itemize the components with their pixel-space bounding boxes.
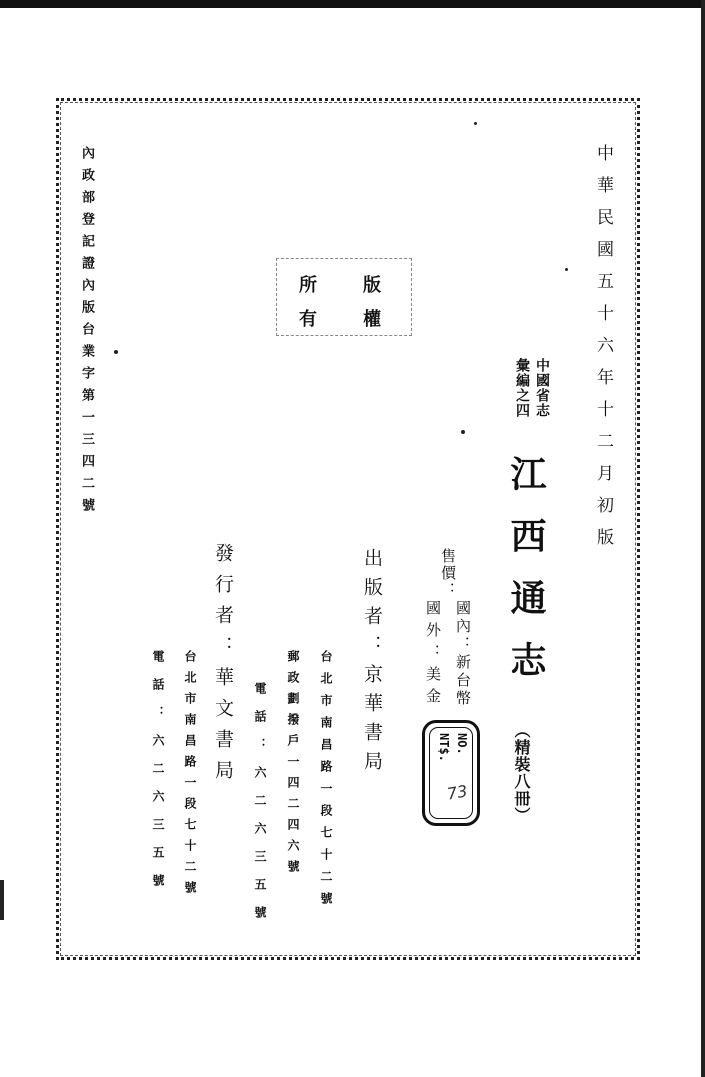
publisher-address: 台北市南昌路一段七十二號 bbox=[319, 650, 333, 914]
publisher-postal-account: 郵政劃撥戶一四二四六號 bbox=[286, 650, 300, 881]
publisher: 出版者：京華書局 bbox=[361, 548, 383, 780]
page-frame-inner bbox=[60, 102, 636, 956]
series-name: 中國省志 bbox=[534, 358, 550, 418]
price-domestic: 國內：新台幣 bbox=[454, 600, 472, 708]
publication-date: 中華民國五十六年十二月初版 bbox=[593, 144, 613, 560]
copyright-char: 權 bbox=[363, 309, 381, 330]
ink-speck bbox=[565, 268, 568, 271]
stamp-no: NO. bbox=[455, 733, 469, 755]
scan-left-mark bbox=[0, 880, 4, 920]
price-label: 售價： bbox=[439, 548, 457, 599]
copyright-char: 所 bbox=[299, 275, 317, 296]
copyright-char: 版 bbox=[363, 275, 381, 296]
registration-number: 內政部登記證內版台業字第一三四二號 bbox=[79, 146, 94, 520]
distributor-phone: 電話：六二六三五號 bbox=[151, 650, 165, 902]
handwritten-price: 73 bbox=[445, 781, 469, 804]
price-foreign: 國外：美金 bbox=[424, 600, 442, 710]
scan-right-border bbox=[701, 0, 705, 1077]
ink-speck bbox=[474, 122, 477, 125]
edition-note: （精裝八冊） bbox=[512, 722, 531, 824]
ink-speck bbox=[461, 430, 465, 434]
book-title: 江西通志 bbox=[505, 455, 547, 703]
copyright-box bbox=[276, 258, 412, 336]
series-number: 彙編之四 bbox=[514, 358, 530, 418]
publisher-phone: 電話：六二六三五號 bbox=[253, 682, 267, 934]
copyright-char: 有 bbox=[299, 309, 317, 330]
price-stamp bbox=[422, 720, 480, 826]
distributor: 發行者：華文書局 bbox=[212, 543, 234, 791]
distributor-address: 台北市南昌路一段七十二號 bbox=[183, 650, 197, 902]
stamp-nt: NT$. bbox=[437, 733, 451, 762]
scan-top-border bbox=[0, 0, 705, 8]
ink-speck bbox=[114, 350, 118, 354]
